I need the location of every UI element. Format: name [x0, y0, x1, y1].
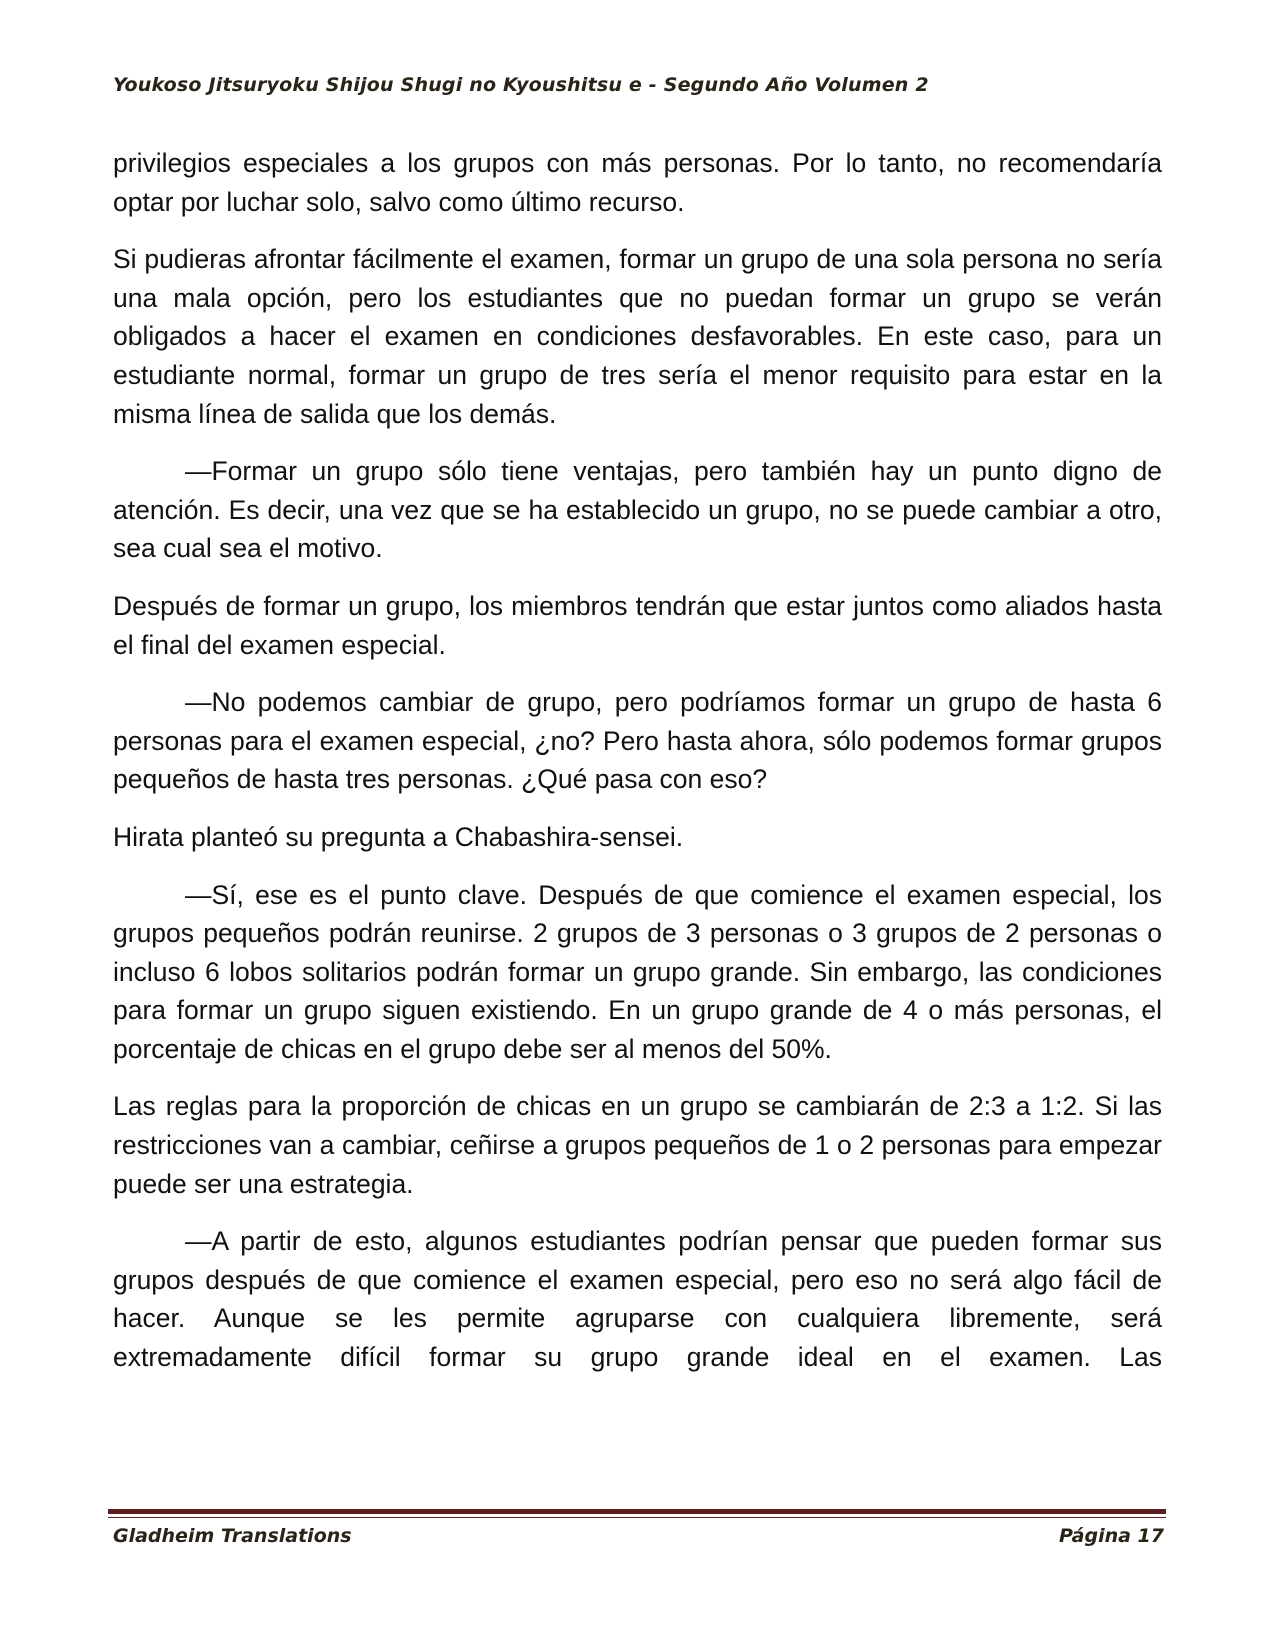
- paragraph: —Sí, ese es el punto clave. Después de que comience el examen especial, los grupos pequeños podrán reunirse. 2 grupos de 3 personas o 3 grupos de 2 personas o incluso 6 lobos solitarios podrán formar un grupo grande. Sin embargo, las condiciones para formar un grupo siguen existiendo. En un grupo grande de 4 o más personas, el porcentaje de chicas en el grupo debe ser al menos del 50%.: [113, 879, 1162, 1064]
- footer-rule-thin: [108, 1517, 1166, 1518]
- paragraph: Hirata planteó su pregunta a Chabashira-sensei.: [113, 821, 684, 852]
- paragraph: privilegios especiales a los grupos con más personas. Por lo tanto, no recomendaría optar por luchar solo, salvo como último recurso.: [113, 148, 1162, 217]
- paragraph: —No podemos cambiar de grupo, pero podríamos formar un grupo de hasta 6 personas para el examen especial, ¿no? Pero hasta ahora, sólo podemos formar grupos pequeños de hasta tres personas. ¿Qué pasa con eso?: [113, 687, 1162, 795]
- paragraph: Si pudieras afrontar fácilmente el examen, formar un grupo de una sola persona no sería una mala opción, pero los estudiantes que no puedan formar un grupo se verán obligados a hacer el examen en condiciones desfavorables. En este caso, para un estudiante normal, formar un grupo de tres sería el menor requisito para estar en la misma línea de salida que los demás.: [113, 244, 1162, 429]
- footer-rule: [108, 1509, 1166, 1514]
- paragraph: Las reglas para la proporción de chicas en un grupo se cambiarán de 2:3 a 1:2. Si las restricciones van a cambiar, ceñirse a grupos pequeños de 1 o 2 personas para empezar puede ser una estrategia.: [113, 1091, 1162, 1199]
- paragraph: —A partir de esto, algunos estudiantes podrían pensar que pueden formar sus grupos después de que comience el examen especial, pero eso no será algo fácil de hacer. Aunque se les permite agruparse con cualquiera libremente, será extremadamente difícil formar su grupo grande ideal en el examen. Las: [113, 1226, 1162, 1373]
- paragraph: Después de formar un grupo, los miembros tendrán que estar juntos como aliados hasta el final del examen especial.: [113, 590, 1162, 660]
- footer-publisher: Gladheim Translations: [113, 1525, 352, 1547]
- paragraph: —Formar un grupo sólo tiene ventajas, pero también hay un punto digno de atención. Es decir, una vez que se ha establecido un grupo, no se puede cambiar a otro, sea cual sea el motivo.: [113, 456, 1162, 564]
- running-header: Youkoso Jitsuryoku Shijou Shugi no Kyoushitsu e - Segundo Año Volumen 2: [113, 74, 929, 96]
- page-body: [113, 144, 1162, 1377]
- page-number: Página 17: [1058, 1525, 1164, 1547]
